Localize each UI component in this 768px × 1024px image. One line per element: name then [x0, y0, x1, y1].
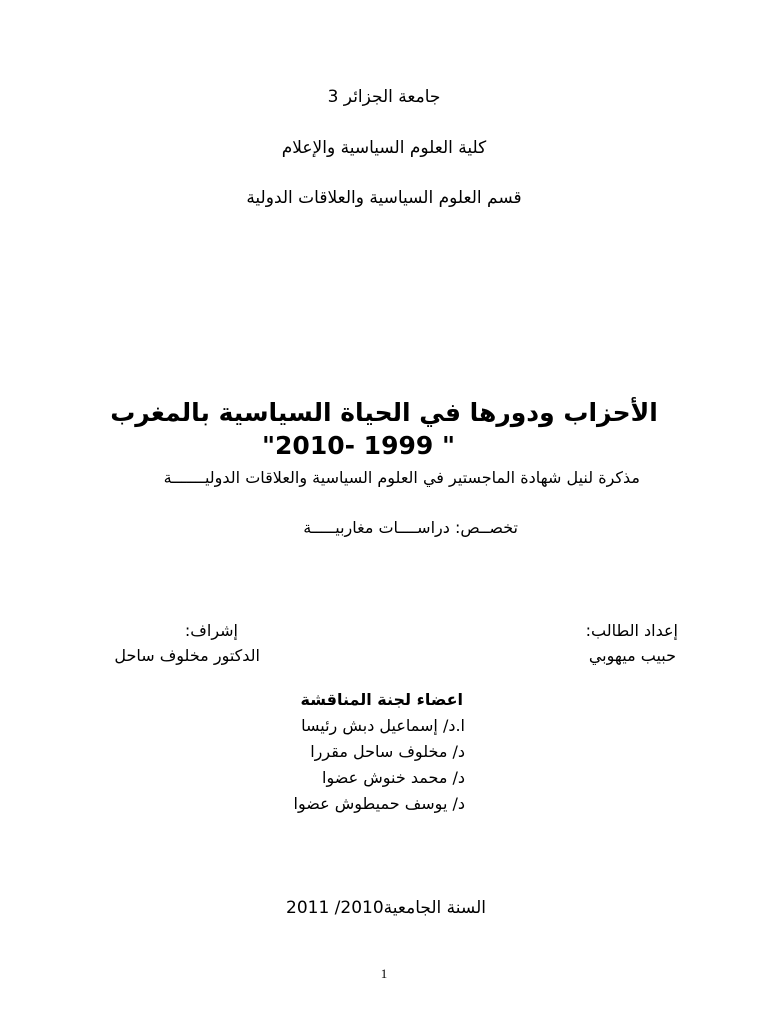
prepared-by-label: إعداد الطالب: — [585, 621, 678, 640]
supervisor-name: الدكتور مخلوف ساحل — [114, 646, 260, 665]
faculty-name: كلية العلوم السياسية والإعلام — [281, 138, 487, 158]
committee-member: د/ محمد خنوش عضوا — [322, 768, 465, 787]
department-name: قسم العلوم السياسية والعلاقات الدولية — [246, 188, 522, 208]
thesis-memo: مذكرة لنيل شهادة الماجستير في العلوم السياسية والعلاقات الدوليـــــــة — [163, 468, 640, 487]
committee-member: د/ يوسف حميطوش عضوا — [293, 794, 465, 813]
student-name: حبيب ميهوبي — [588, 646, 676, 665]
committee-member: د/ مخلوف ساحل مقررا — [310, 742, 465, 761]
thesis-title: الأحزاب ودورها في الحياة السياسية بالمغرب — [110, 398, 658, 427]
page-number: 1 — [380, 966, 388, 981]
committee-title: اعضاء لجنة المناقشة — [300, 690, 463, 709]
committee-member: ا.د/ إسماعيل دبش رئيسا — [301, 716, 465, 735]
thesis-years: "2010- 1999 " — [262, 431, 455, 460]
supervision-label: إشراف: — [184, 621, 238, 640]
academic-year: السنة الجامعية2010/ 2011 — [286, 898, 486, 918]
specialization: تخصــص: دراســــات مغاربيـــــة — [303, 518, 518, 537]
university-name: جامعة الجزائر 3 — [327, 87, 441, 107]
